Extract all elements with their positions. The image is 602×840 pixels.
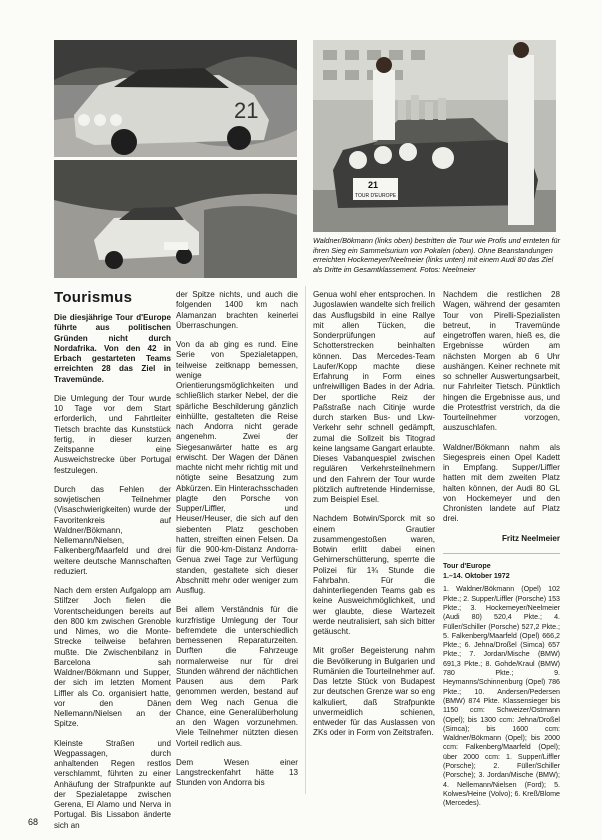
column-divider	[305, 286, 306, 794]
article-column-4	[443, 290, 560, 808]
car-number-label: 21	[234, 98, 259, 123]
photo-caption: Waldner/Bökmann (links oben) bestritten die Tour wie Profis und ernteten für ihren Sieg ein Sammelsurium von Pokalen (oben). Ohne Beanstandungen erreichten Hockemeyer/Neelmeier (links unten) mit einem Audi 80 das Ziel als Dritte im Gesamtklassement. Fotos: Neelmeier	[313, 236, 561, 274]
results-heading: Tour d'Europe	[443, 561, 491, 570]
paragraph: Nach dem ersten Aufgalopp am Stilfzer Joch fielen die Vorentscheidungen bereits auf den 800 km zwischen Grenoble und Nimes, wo die Monte-Strecke teilweise befahren mußte. Die Zwischenbilanz in Barcelona sah Waldner/Bökmann und Supper, der sich im letzten Moment Liffler als Co. organisiert hatte, vor den Dänen Nellemann/Nielsen an der Spitze.	[54, 586, 171, 729]
paragraph: Kleinste Straßen und Wegpassagen, durch anhaltenden Regen restlos verschlammt, führten zu einer Anhäufung der Strafpunkte auf der Spezialetappe zwischen Gerena, El Alamo und Nerva in Portugal. Bis Lissabon änderte sich an	[54, 738, 171, 830]
paragraph: Bei allem Verständnis für die kurzfristige Umlegung der Tour befremdete die unterschiedlich bemessenen Reparaturzeiten. Durften die Fahrzeuge normalerweise nur für drei Stunden während der nächtlichen Pausen aus dem Park genommen werden, bestand auf dem Weg nach Genua die Chance, eine Generalüberholung an den Wagen vorzunehmen. Viele Teilnehmer nützten diesen Vorteil redlich aus.	[176, 605, 298, 748]
plate-text-label: TOUR D'EUROPE	[355, 193, 397, 199]
paragraph: Genua wohl eher entsprochen. In Jugoslawien wandelte sich freilich das Ausflugsbild in eine Rallye mit allen Tücken, die Sonderprüfungen auf Schotterstrecken beinhalten können. Das Mercedes-Team Laufer/Kopp machte diese Erfahrung in Form eines unfreiwilligen Bades in der Adria. Der sportliche Reiz der Paßstraße nach Citinje wurde durch starken Bus- und Lkw-Verkehr sehr schnell gedämpft, zumal die Sollzeit bis Titograd keine langsame Gangart erlaubte. Dieses Vabanquespiel zwischen regulären Verkehrsteilnehmern und den Fahrern der Tour wurde plötzlich auftretende Hindernisse, zum Beispiel Esel.	[313, 290, 435, 504]
page-number: 68	[28, 817, 39, 827]
article-column-3	[313, 290, 435, 748]
article-column-1	[54, 290, 171, 840]
plate-number-label: 21	[368, 180, 379, 190]
author-byline: Fritz Neelmeier	[501, 533, 560, 543]
article-title: Tourismus	[54, 289, 133, 306]
photo-winners-with-trophies	[313, 40, 556, 232]
paragraph: der Spitze nichts, und auch die folgenden 1400 km nach Alamanzan brachten keinerlei Überraschungen.	[176, 290, 298, 330]
paragraph: Die Umlegung der Tour wurde 10 Tage vor dem Start erforderlich, und Fahrtleiter Tietsch brachte das Kunststück fertig, in dieser kurzen Zeitspanne eine Ausweichstrecke über Portugal festzulegen.	[54, 393, 171, 475]
results-body: 1. Waldner/Bökmann (Opel) 102 Pkte.; 2. Supper/Liffler (Porsche) 153 Pkte.; 3. Hockemeyer/Neelmeier (Audi 80) 520,4 Pkte.; 4. Füller/Schiller (Porsche) 527,2 Pkte.; 5. Falkenberg/Maarfeld (Opel) 666,2 Pkte.; 6. Jehna/Droßel (Simca) 657 Pkte.; 7. Jordan/Mische (BMW) 691,3 Pkte.; 8. Gohde/Kraul (BMW) 780 Pkte.; 9. Heymanns/Schinnenburg (Opel) 786 Pkte.; 10. Andersen/Pedersen (BMW) 874 Pkte. Klassensieger bis 1150 ccm: Schweizer/Ostmann (Opel); bis 1300 ccm: Jehna/Droßel (Simca); bis 1600 ccm: Waldner/Bökmann (Opel); bis 2000 ccm: Falkenberg/Maarfeld (Opel); über 2000 ccm: 1. Supper/Liffler (Porsche); 2. Füller/Schiller (Porsche); 3. Jordan/Mische (BMW); 4. Nellemann/Nielsen (Ford); 5. Kolwes/Heine (Volvo); 6. Kreß/Blome (Mercedes).	[443, 585, 560, 808]
paragraph: Mit großer Begeisterung nahm die Bevölkerung in Bulgarien und Rumänien die Tourteilnehmer auf. Das letzte Stück von Budapest zur deutschen Grenze war so eng kalkuliert, daß Strafpunkte unvermeidlich schienen, entweder für das Auslassen von ZKs oder in Form von Zeitstrafen.	[313, 646, 435, 738]
article-column-2	[176, 290, 298, 798]
photo-rally-car-audi	[54, 160, 297, 278]
paragraph: Durch das Fehlen der sowjetischen Teilnehmer (Visaschwierigkeiten) wurde der Favoritenkreis auf Waldner/Bökmann, Nellemann/Nielsen, Falkenberg/Maarfeld und drei weitere deutsche Mannschaften reduziert.	[54, 484, 171, 576]
paragraph: Waldner/Bökmann nahm als Siegespreis einen Opel Kadett in Empfang. Supper/Liffler hatten mit dem zweiten Platz halten können, der Audi 80 GL von Hockemeyer und den Chronisten landete auf Platz drei.	[443, 442, 560, 524]
photo-rally-car-opel	[54, 40, 297, 157]
results-box	[443, 553, 560, 809]
paragraph: Nachdem Botwin/Sporck mit so einem Grautier zusammengestoßen waren, Botwin erlitt dabei einen Gehirnerschütterung, sperrte die Polizei für 1¾ Stunde die Fahrbahn. Für die dahinterliegenden Teams gab es keine Ausweichmöglichkeit, und wer glaubte, diese Wartezeit werde neutralisiert, sah sich bitter getäuscht.	[313, 514, 435, 636]
paragraph: Nachdem die restlichen 28 Wagen, während der gesamten Tour von Pirelli-Spezialisten betreut, in Travemünde eingetroffen waren, hieß es, die Ergebnisse würden am nächsten Morgen ab 6 Uhr aushängen. Keiner rechnete mit so schneller Auswertungsarbeit, nur Fahrleiter Tietsch. Pünktlich hingen die Ergebnisse aus, und die Protestfrist verstrich, da die Tourteilnehmer vorzogen, auszuschlafen.	[443, 290, 560, 433]
article-lead: Die diesjährige Tour d'Europe führte aus politischen Gründen nicht durch Nordafrika. Von den 42 in Erbach gestarteten Teams erreichten 28 das Ziel in Travemünde.	[54, 313, 171, 384]
results-dates: 1.–14. Oktober 1972	[443, 572, 510, 581]
paragraph: Dem Wesen einer Langstreckenfahrt hätte 13 Stunden von Andorra bis	[176, 757, 298, 788]
paragraph: Von da ab ging es rund. Eine Serie von Spezialetappen, teilweise zeitknapp bemessen, wenige Orientierungsmöglichkeiten und schließlich starker Nebel, der die spärliche Beschilderung gänzlich einhüllte, gestalteten die Reise nach Andorra nicht gerade angenehm. Zwei der Siegesanwärter hatte es arg erwischt. Der Wagen der Dänen machte nicht mehr richtig mit und nötigte seine Besatzung zum Abkürzen. Ein Hinterachsschaden plagte den Porsche von Supper/Liffler, und Heuser/Heuser, die sich auf den siebenten Platz geschoben hatten, streiften einen Felsen. Da für die 900-km-Distanz Andorra-Genua zwei Tage zur Verfügung standen, gestaltete sich dieser Abschnitt mehr oder weniger zum Ausflug.	[176, 340, 298, 595]
